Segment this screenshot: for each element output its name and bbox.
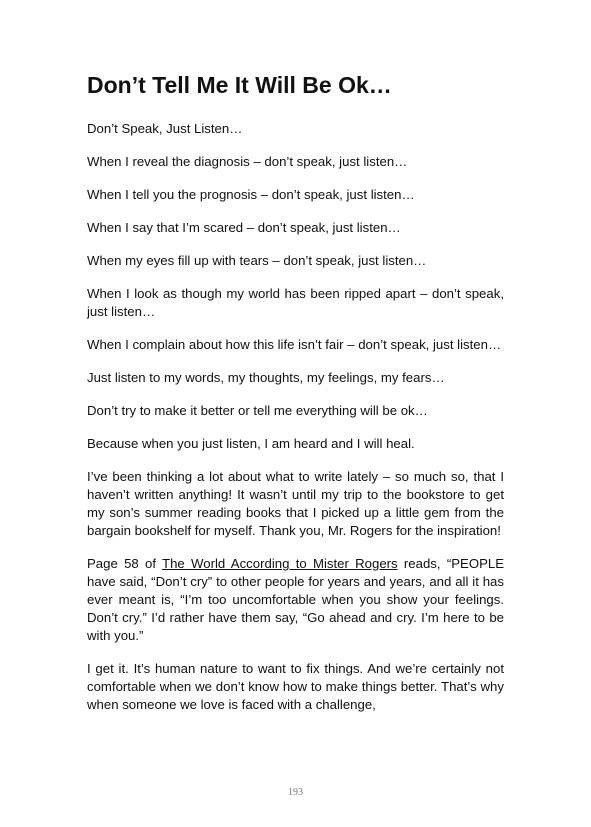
book-title: The World According to Mister Rogers [162,556,398,571]
poem-line: When I tell you the prognosis – don’t speak, just listen… [87,187,415,202]
quote-text: reads, “PEOPLE have said, “Don’t cry” to other people for years and years, and all it has ever meant is, “I’m too uncomfortable when you show your feelings. Don’t cry.” I’d rather have them say, “Go ahead and cry. I’m here to be with you.” [87,556,504,643]
poem-line: When I complain about how this life isn’t fair – don’t speak, just listen… [87,337,502,352]
poem-line: Don’t try to make it better or tell me everything will be ok… [87,403,428,418]
body-text [87,120,504,729]
body-paragraph: I get it. It’s human nature to want to fix things. And we’re certainly not comfortable when we don’t know how to make things better. That’s why when someone we love is faced with a challenge, [87,661,504,712]
body-paragraph: I’ve been thinking a lot about what to write lately – so much so, that I haven’t written anything! It wasn’t until my trip to the bookstore to get my son’s summer reading books that I picked up a little gem from the bargain bookshelf for myself. Thank you, Mr. Rogers for the inspiration! [87,469,504,538]
quote-paragraph [87,555,504,645]
poem-line: When I look as though my world has been ripped apart – don’t speak, just listen… [87,286,504,319]
poem-line: When I say that I’m scared – don’t speak, just listen… [87,220,401,235]
quote-intro: Page 58 of [87,556,163,571]
poem-line: Because when you just listen, I am heard and I will heal. [87,436,415,451]
poem-line: When my eyes fill up with tears – don’t speak, just listen… [87,253,427,268]
page-title: Don’t Tell Me It Will Be Ok… [87,72,392,98]
poem-line: Don’t Speak, Just Listen… [87,121,243,136]
poem-line: Just listen to my words, my thoughts, my feelings, my fears… [87,370,445,385]
page-number: 193 [288,787,303,798]
poem-line: When I reveal the diagnosis – don’t speak, just listen… [87,154,408,169]
